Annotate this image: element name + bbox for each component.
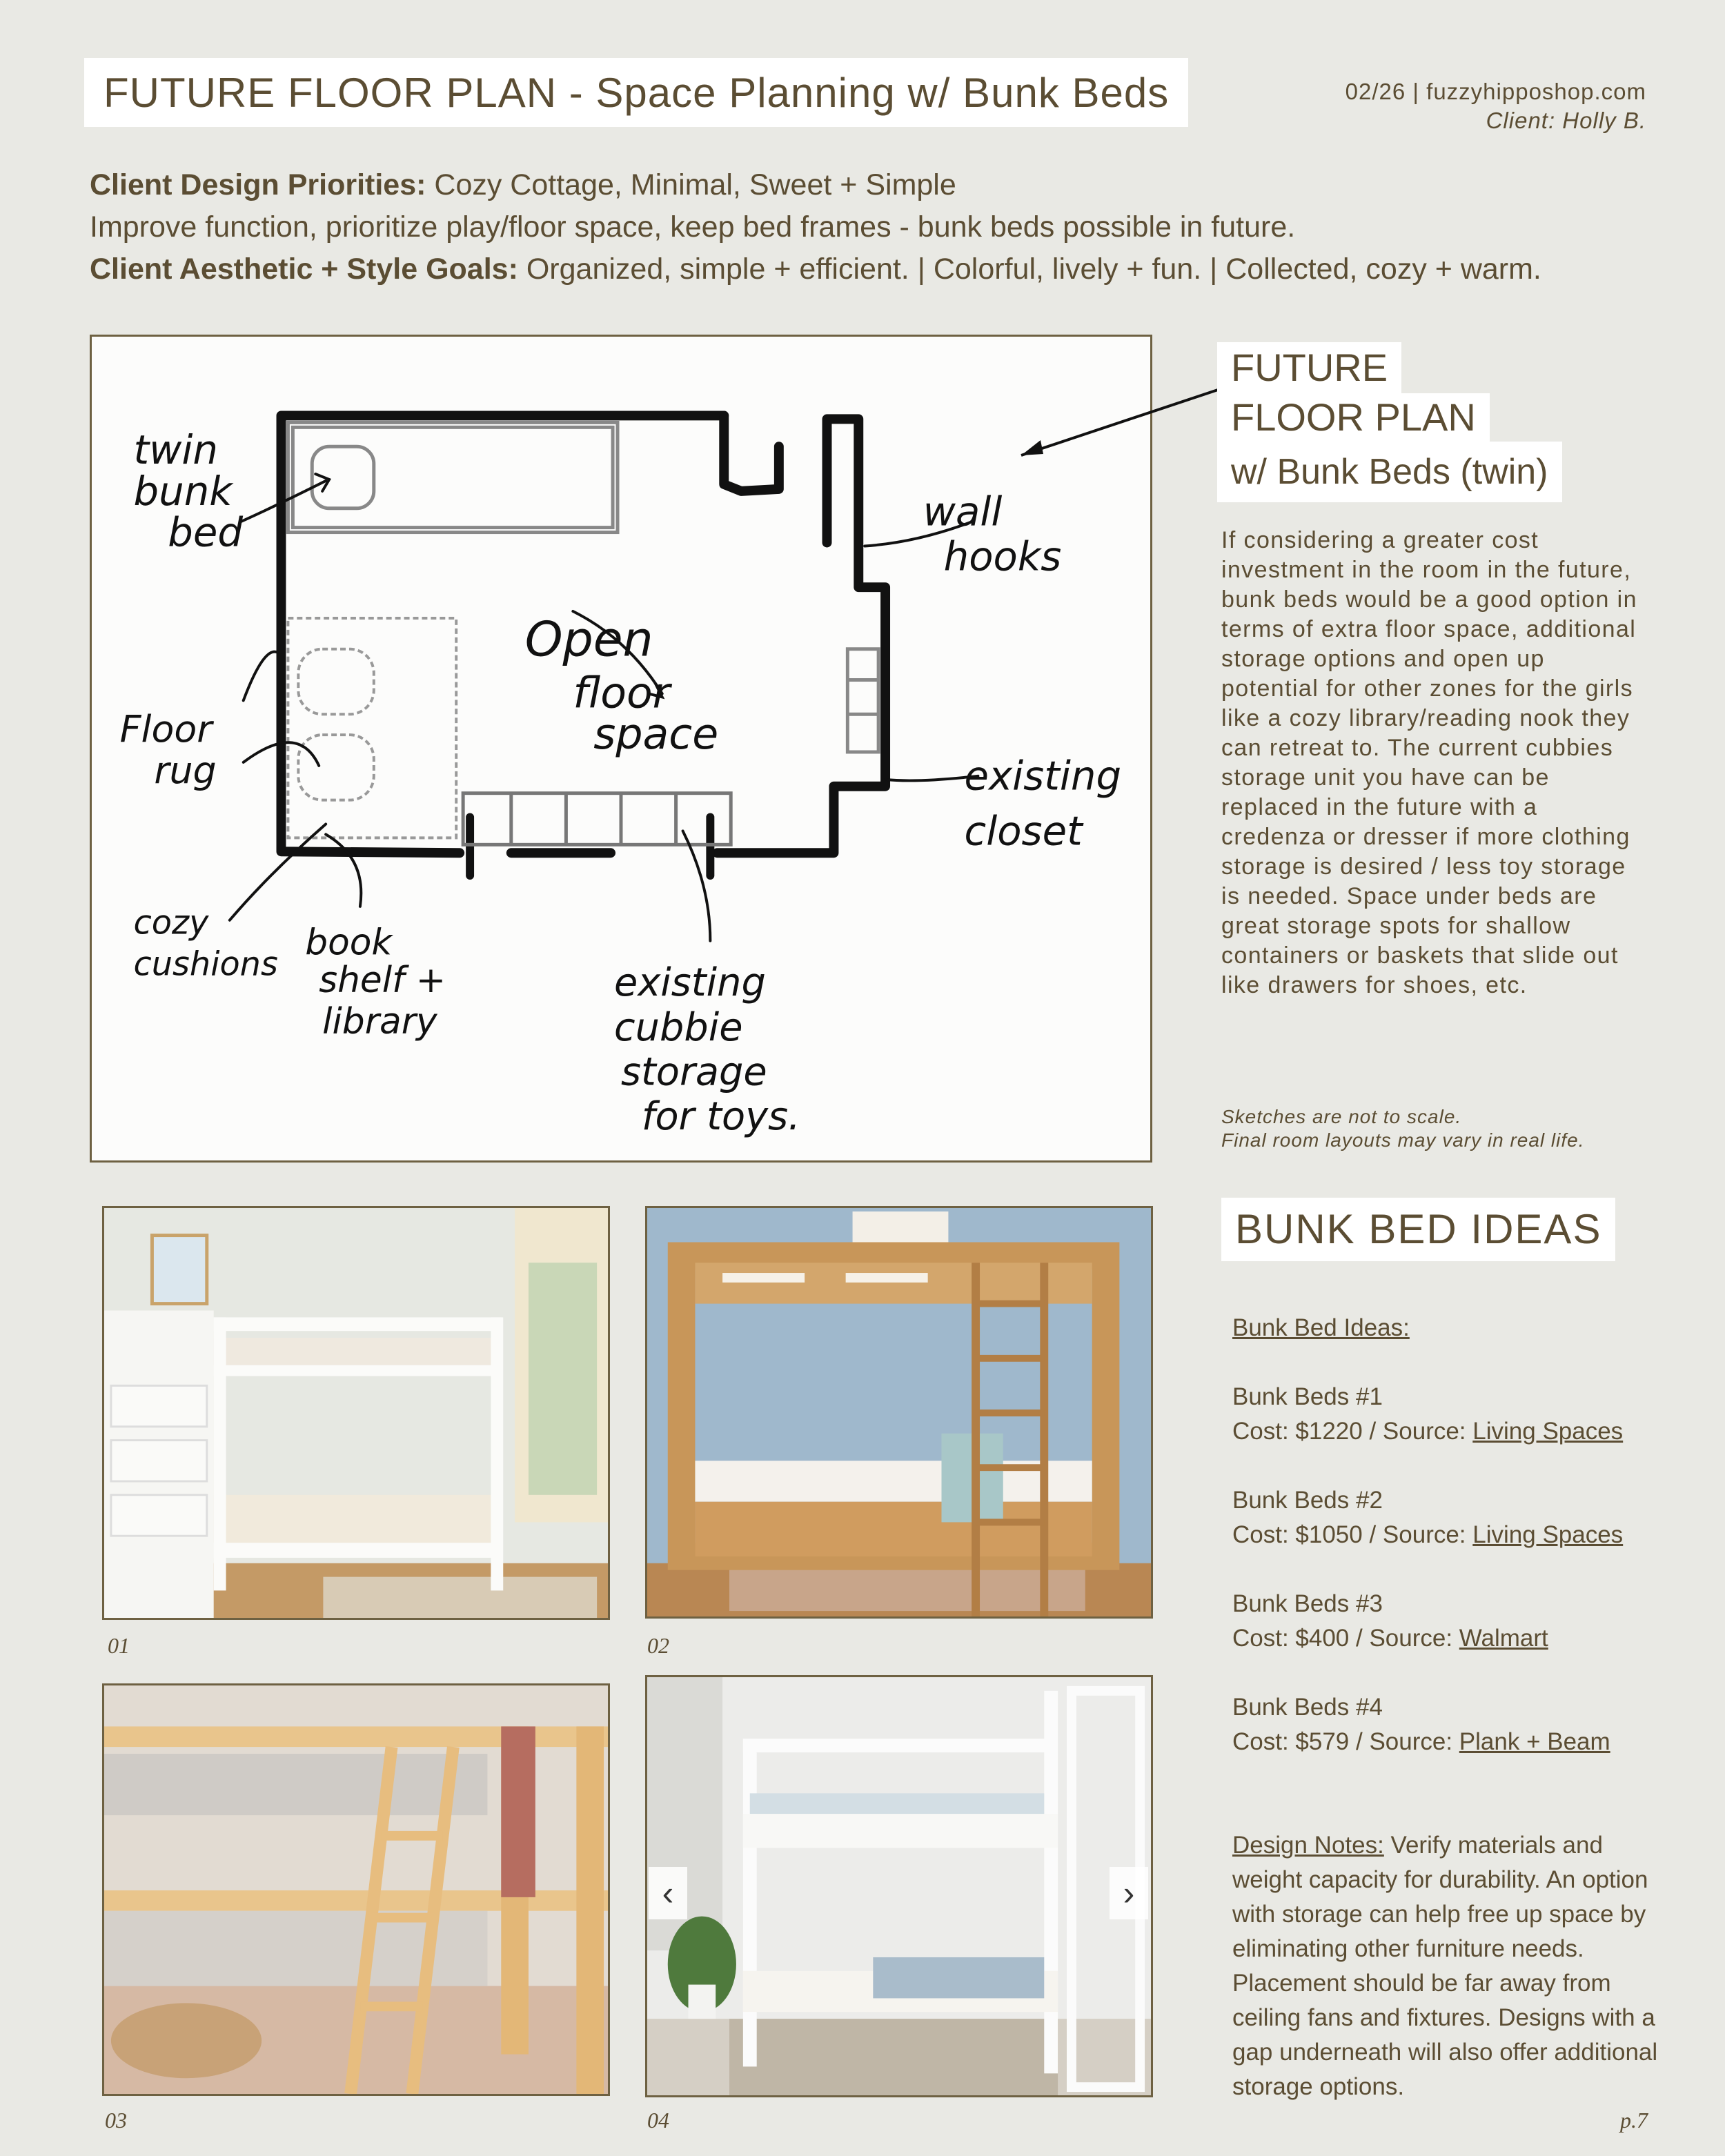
photo-number-3: 03 [105, 2108, 127, 2133]
photo-number-4: 04 [647, 2108, 669, 2133]
ideas-heading: BUNK BED IDEAS [1221, 1198, 1615, 1261]
label-floor: floor [573, 668, 671, 718]
chevron-left-icon: ‹ [662, 1874, 674, 1912]
floor-plan-drawing [92, 337, 1150, 1160]
label-open: Open [524, 611, 653, 668]
bunk-bed-photo-4 [645, 1675, 1153, 2097]
label-cubbie-4: for toys. [641, 1094, 800, 1140]
idea-cost-1: Cost: $1220 / Source: [1232, 1418, 1473, 1445]
idea-source-link-2[interactable]: Living Spaces [1472, 1521, 1624, 1548]
side-heading-3: w/ Bunk Beds (twin) [1217, 442, 1562, 502]
closet [847, 649, 878, 752]
carousel-prev-button[interactable] [649, 1867, 687, 1919]
page-title-box [84, 58, 1188, 127]
client-name: Client: Holly B. [1486, 108, 1646, 133]
bunk-bed-top [288, 422, 618, 532]
scale-note-2: Final room layouts may vary in real life. [1221, 1129, 1585, 1151]
client-priorities [90, 164, 1649, 290]
aesthetic-text: Organized, simple + efficient. | Colorful, lively + fun. | Collected, cozy + warm. [518, 253, 1541, 286]
idea-name-3: Bunk Beds #3 [1232, 1590, 1383, 1617]
photo-number-1: 01 [108, 1633, 130, 1658]
pointer-arrow [1007, 373, 1228, 469]
idea-cost-2: Cost: $1050 / Source: [1232, 1521, 1473, 1548]
label-twin: twin [133, 426, 218, 474]
header-meta [1346, 77, 1646, 135]
idea-source-link-4[interactable]: Plank + Beam [1459, 1728, 1610, 1755]
design-notes-text: Verify materials and weight capacity for durability. An option with storage can help free up space by eliminating other furniture needs. Placement should be far away from ceiling fans and fixtures. Designs with a gap underneath will also offer additional storage options. [1232, 1832, 1658, 2100]
label-existing-closet-1: existing [964, 752, 1122, 800]
bunk-bed-photo-1 [102, 1206, 610, 1620]
design-notes-label: Design Notes: [1232, 1832, 1384, 1859]
idea-name-2: Bunk Beds #2 [1232, 1487, 1383, 1514]
scale-note [1221, 1105, 1585, 1152]
label-library: library [322, 1000, 437, 1042]
priorities-label: Client Design Priorities: [90, 168, 426, 201]
side-heading-1: FUTURE [1217, 342, 1401, 393]
label-floor-rug-1: Floor [119, 707, 213, 751]
idea-source-link-3[interactable]: Walmart [1459, 1625, 1548, 1652]
bunk-bed-photo-3 [102, 1683, 610, 2096]
date-site: 02/26 | fuzzyhipposhop.com [1345, 79, 1646, 104]
carousel-next-button[interactable] [1110, 1867, 1148, 1919]
label-cubbie-2: cubbie [614, 1005, 743, 1050]
ideas-subheading: Bunk Bed Ideas: [1232, 1314, 1410, 1341]
label-shelf: shelf + [319, 960, 446, 1002]
cubbie-storage [463, 793, 731, 845]
chevron-right-icon: › [1123, 1874, 1135, 1912]
scale-note-1: Sketches are not to scale. [1221, 1106, 1462, 1127]
floor-plan-sketch [90, 335, 1152, 1163]
label-cozy: cozy [133, 904, 209, 942]
label-space: space [593, 709, 719, 759]
label-hooks: hooks [943, 533, 1062, 580]
label-cubbie-1: existing [614, 960, 766, 1006]
label-existing-closet-2: closet [964, 807, 1083, 855]
idea-name-4: Bunk Beds #4 [1232, 1694, 1383, 1721]
label-floor-rug-2: rug [154, 748, 217, 792]
bunk-bed-photo-2 [645, 1206, 1153, 1619]
page-title: FUTURE FLOOR PLAN - Space Planning w/ Bunk Beds [103, 69, 1170, 116]
idea-cost-4: Cost: $579 / Source: [1232, 1728, 1459, 1755]
label-bed: bed [168, 508, 244, 556]
photo-number-2: 02 [647, 1633, 669, 1658]
idea-cost-3: Cost: $400 / Source: [1232, 1625, 1459, 1652]
floor-rug-area [288, 618, 456, 838]
label-book: book [305, 922, 393, 964]
side-heading-2: FLOOR PLAN [1217, 393, 1490, 442]
label-cubbie-3: storage [621, 1049, 767, 1095]
aesthetic-label: Client Aesthetic + Style Goals: [90, 253, 518, 286]
idea-name-1: Bunk Beds #1 [1232, 1383, 1383, 1410]
ideas-list [1232, 1311, 1674, 2104]
label-wall: wall [923, 488, 1003, 535]
floor-plan-description: If considering a greater cost investment in the room in the future, bunk beds would be a good option in terms of extra floor space, additional storage options and open up potential for other zones for the girls like a cozy library/reading nook they can retreat to. The current cubbies storage unit you have can be replaced in the future with a credenza or dresser if more clothing storage is desired / less toy storage is needed. Space under beds are great storage spots for shallow containers or baskets that slide out like drawers for shoes, etc. [1221, 527, 1637, 998]
label-bunk: bunk [133, 467, 233, 515]
priorities-line2: Improve function, prioritize play/floor space, keep bed frames - bunk beds possible in future. [90, 210, 1296, 244]
label-cushions: cushions [133, 945, 278, 984]
priorities-text: Cozy Cottage, Minimal, Sweet + Simple [426, 168, 956, 201]
idea-source-link-1[interactable]: Living Spaces [1472, 1418, 1624, 1445]
page-number: p.7 [1620, 2108, 1648, 2133]
sketch-labels [120, 426, 1121, 1139]
